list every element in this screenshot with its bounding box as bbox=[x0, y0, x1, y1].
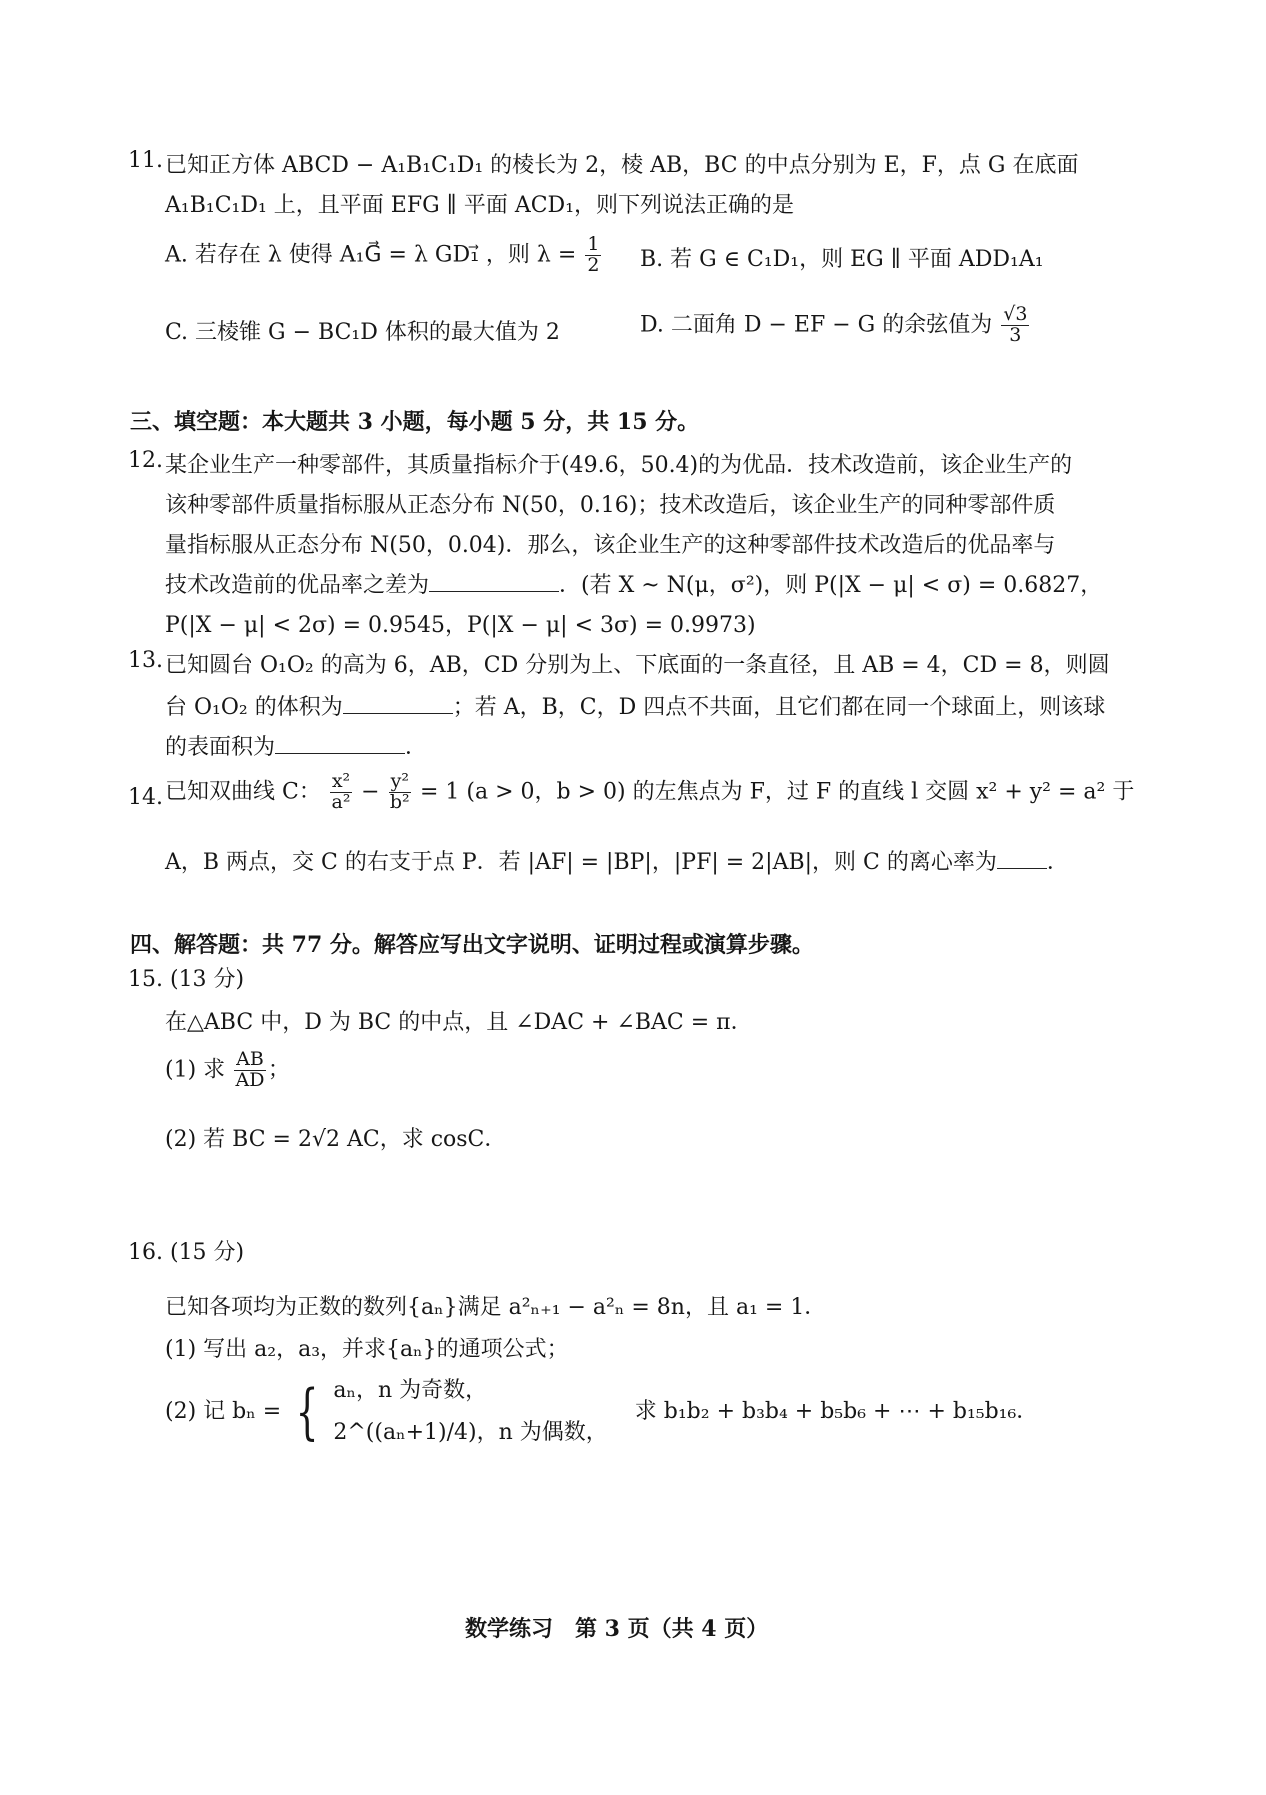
answer-blank bbox=[275, 733, 405, 754]
q13-line bbox=[165, 690, 1105, 721]
q13-text: 台 O₁O₂ 的体积为 bbox=[165, 695, 343, 720]
denominator: 3 bbox=[1009, 323, 1022, 346]
q11-option-c: C. 三棱锥 G − BC₁D 体积的最大值为 2 bbox=[165, 320, 560, 345]
left-brace: { bbox=[295, 1376, 319, 1447]
q12-line bbox=[165, 568, 1102, 599]
q11-option-a bbox=[165, 235, 603, 276]
answer-blank bbox=[429, 571, 559, 592]
q16-part2 bbox=[165, 1370, 1038, 1454]
section-heading-fill-in: 三、填空题：本大题共 3 小题，每小题 5 分，共 15 分。 bbox=[130, 409, 700, 435]
denominator: 2 bbox=[587, 253, 600, 276]
fraction bbox=[234, 1050, 266, 1091]
piecewise-cases bbox=[333, 1370, 607, 1454]
numerator: √3 bbox=[1003, 303, 1028, 325]
question-number: 12. bbox=[128, 448, 163, 473]
q14-text: ． bbox=[1046, 850, 1069, 875]
question-number: 11. bbox=[128, 148, 163, 173]
q11-stem-line1: 已知正方体 ABCD − A₁B₁C₁D₁ 的棱长为 2，棱 AB，BC 的中点分别为 E，F，点 G 在底面 bbox=[165, 153, 1079, 178]
fraction bbox=[585, 235, 601, 276]
q12-line: 量指标服从正态分布 N(50，0.04)．那么，该企业生产的这种零部件技术改造后的优品率与 bbox=[165, 533, 1056, 558]
q16-text: 求 b₁b₂ + b₃b₄ + b₅b₆ + ⋯ + b₁₅b₁₆． bbox=[634, 1398, 1039, 1424]
q13-line bbox=[165, 730, 427, 761]
q16-stem: 已知各项均为正数的数列{aₙ}满足 a²ₙ₊₁ − a²ₙ = 8n，且 a₁ = 1． bbox=[165, 1295, 827, 1320]
q15-part1 bbox=[165, 1050, 290, 1091]
q13-line: 已知圆台 O₁O₂ 的高为 6，AB，CD 分别为上、下底面的一条直径，且 AB = 4，CD = 8，则圆 bbox=[165, 653, 1110, 678]
q13-text: ；若 A，B，C，D 四点不共面，且它们都在同一个球面上，则该球 bbox=[452, 695, 1106, 720]
q12-text: ．(若 X ~ N(μ，σ²)，则 P(|X − μ| < σ) = 0.6827， bbox=[559, 573, 1103, 598]
q14-text: 已知双曲线 C： bbox=[165, 779, 321, 805]
q12-line: 该种零部件质量指标服从正态分布 N(50，0.16)；技术改造后，该企业生产的同种零部件质 bbox=[165, 493, 1056, 518]
q13-text: ． bbox=[405, 735, 428, 760]
q16-text: (2) 记 bₙ = bbox=[165, 1398, 282, 1424]
denominator: a² bbox=[331, 790, 351, 813]
q15-header: 15. (13 分) bbox=[128, 967, 245, 992]
q13-text: 的表面积为 bbox=[165, 735, 276, 760]
denominator: AD bbox=[235, 1068, 265, 1091]
q12-line: P(|X − μ| < 2σ) = 0.9545，P(|X − μ| < 3σ) = 0.9973) bbox=[165, 613, 756, 638]
case-even: 2^((aₙ+1)/4)，n 为偶数， bbox=[333, 1419, 608, 1445]
q12-text: 技术改造前的优品率之差为 bbox=[165, 573, 430, 598]
q14-text: A，B 两点，交 C 的右支于点 P．若 |AF| = |BP|，|PF| = 2|AB|，则 C 的离心率为 bbox=[165, 850, 997, 875]
question-number: 14. bbox=[128, 785, 163, 810]
q15-text: (1) 求 bbox=[165, 1057, 226, 1083]
q14-line bbox=[165, 845, 1069, 876]
q11-option-d bbox=[640, 305, 1031, 346]
answer-blank bbox=[997, 848, 1047, 869]
question-number: 13. bbox=[128, 648, 163, 673]
q16-part1: (1) 写出 a₂，a₃，并求{aₙ}的通项公式； bbox=[165, 1337, 569, 1362]
denominator: b² bbox=[389, 790, 410, 813]
fraction bbox=[389, 772, 411, 813]
q11-option-b: B. 若 G ∈ C₁D₁，则 EG ∥ 平面 ADD₁A₁ bbox=[640, 247, 1044, 272]
q11-stem-line2: A₁B₁C₁D₁ 上，且平面 EFG ∥ 平面 ACD₁，则下列说法正确的是 bbox=[165, 193, 795, 218]
numerator: y² bbox=[390, 770, 409, 792]
q12-line: 某企业生产一种零部件，其质量指标介于(49.6，50.4)的为优品．技术改造前，该企业生产的 bbox=[165, 453, 1073, 478]
answer-blank bbox=[343, 693, 453, 714]
numerator: 1 bbox=[587, 233, 600, 255]
numerator: AB bbox=[236, 1048, 264, 1070]
section-heading-solutions: 四、解答题：共 77 分。解答应写出文字说明、证明过程或演算步骤。 bbox=[130, 932, 814, 958]
q15-part2: (2) 若 BC = 2√2 AC，求 cosC． bbox=[165, 1127, 507, 1152]
q15-text: ； bbox=[267, 1057, 290, 1083]
q14-line bbox=[165, 772, 1134, 813]
q14-text: = 1 (a > 0，b > 0) 的左焦点为 F，过 F 的直线 l 交圆 x² + y² = a² 于 bbox=[419, 779, 1135, 805]
numerator: x² bbox=[331, 770, 351, 792]
case-odd: aₙ，n 为奇数， bbox=[333, 1378, 488, 1403]
minus-sign: − bbox=[361, 779, 380, 805]
q15-stem: 在△ABC 中，D 为 BC 的中点，且 ∠DAC + ∠BAC = π． bbox=[165, 1010, 753, 1035]
q16-header: 16. (15 分) bbox=[128, 1240, 245, 1265]
fraction bbox=[330, 772, 352, 813]
option-d-text: D. 二面角 D − EF − G 的余弦值为 bbox=[640, 312, 993, 338]
option-a-text: A. 若存在 λ 使得 A₁G⃗ = λ GD₁⃗ ，则 λ = bbox=[165, 242, 577, 268]
page-footer: 数学练习 第 3 页（共 4 页） bbox=[465, 1616, 769, 1642]
fraction bbox=[1001, 305, 1029, 346]
